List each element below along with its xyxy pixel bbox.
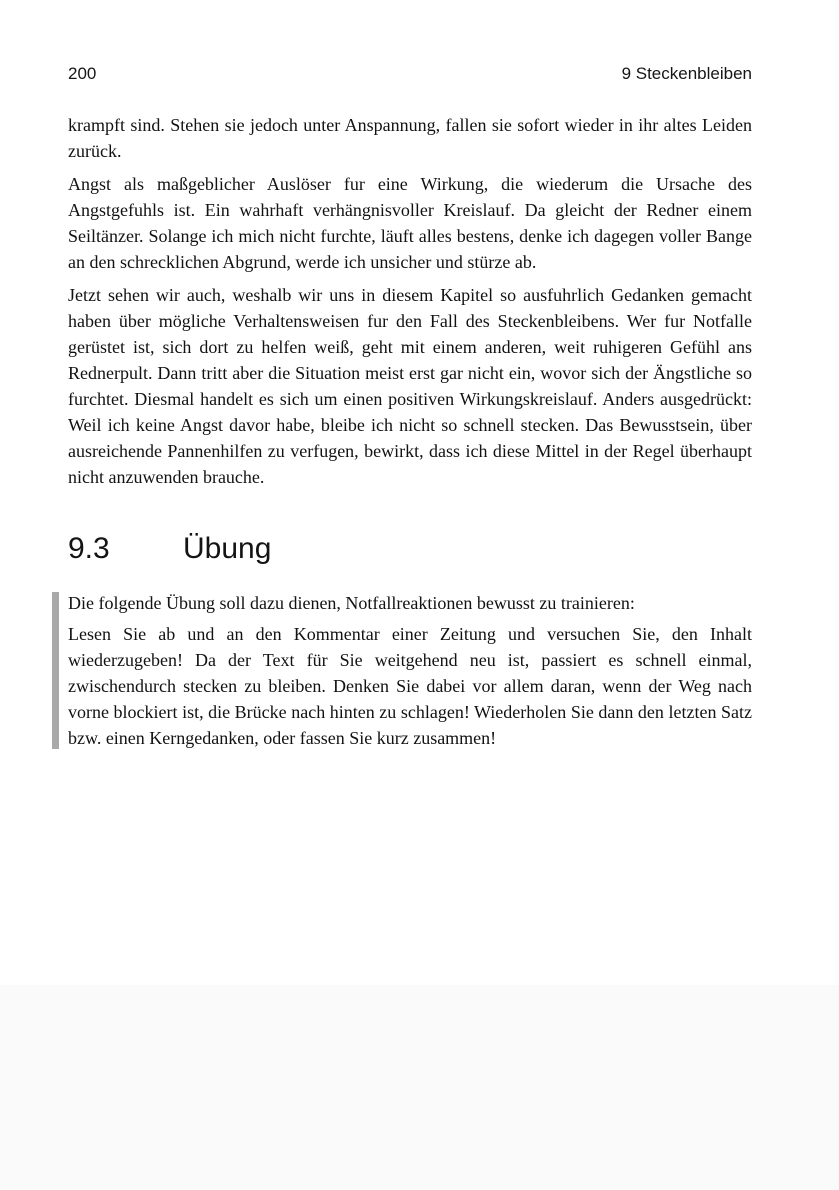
section-heading <box>68 532 752 566</box>
running-header <box>68 64 752 84</box>
exercise-intro: Die folgende Übung soll dazu dienen, Notfallreaktionen bewusst zu trainieren: <box>68 593 635 613</box>
scan-bottom-edge <box>0 985 839 1190</box>
chapter-title: 9 Steckenbleiben <box>621 64 752 83</box>
section-number: 9.3 <box>68 532 110 565</box>
exercise-body: Lesen Sie ab und an den Kommentar einer Zeitung und versuchen Sie, den Inhalt wiederzugeben! Da der Text für Sie weitgehend neu ist, passiert es schnell einmal, zwischendurch stecken zu bleiben. Denken Sie dabei vor allem daran, wenn der Weg nach vorne blockiert ist, die Brücke nach hinten zu schlagen! Wiederholen Sie dann den letzten Satz bzw. einen Kerngedanken, oder fassen Sie kurz zusammen! <box>68 624 752 748</box>
quote-bar <box>52 592 59 749</box>
paragraph: Jetzt sehen wir auch, weshalb wir uns in diesem Kapitel so ausfuhrlich Gedanken gemacht haben über mögliche Verhaltensweisen fur den Fall des Steckenbleibens. Wer fur Notfalle gerüstet ist, sich dort zu helfen weiß, geht mit einem anderen, weit ruhigeren Gefühl ans Rednerpult. Dann tritt aber die Situation meist erst gar nicht ein, wovor sich der Ängstliche so furchtet. Diesmal handelt es sich um einen positiven Wirkungskreislauf. Anders ausgedrückt: Weil ich keine Angst davor habe, bleibe ich nicht so schnell stecken. Das Bewusstsein, über ausreichende Pannenhilfen zu verfugen, bewirkt, dass ich diese Mittel in der Regel überhaupt nicht anzuwenden brauche. <box>68 285 752 487</box>
page-number: 200 <box>68 64 97 83</box>
exercise-block <box>68 590 752 751</box>
body-text <box>68 112 752 490</box>
paragraph: krampft sind. Stehen sie jedoch unter Anspannung, fallen sie sofort wieder in ihr altes Leiden zurück. <box>68 115 752 161</box>
section-title: Übung <box>183 532 272 565</box>
paragraph: Angst als maßgeblicher Auslöser fur eine Wirkung, die wiederum die Ursache des Angstgefuhls ist. Ein wahrhaft verhängnisvoller Kreislauf. Da gleicht der Redner einem Seiltänzer. Solange ich mich nicht furchte, läuft alles bestens, denke ich dagegen voller Bange an den schrecklichen Abgrund, werde ich unsicher und stürze ab. <box>68 174 752 272</box>
